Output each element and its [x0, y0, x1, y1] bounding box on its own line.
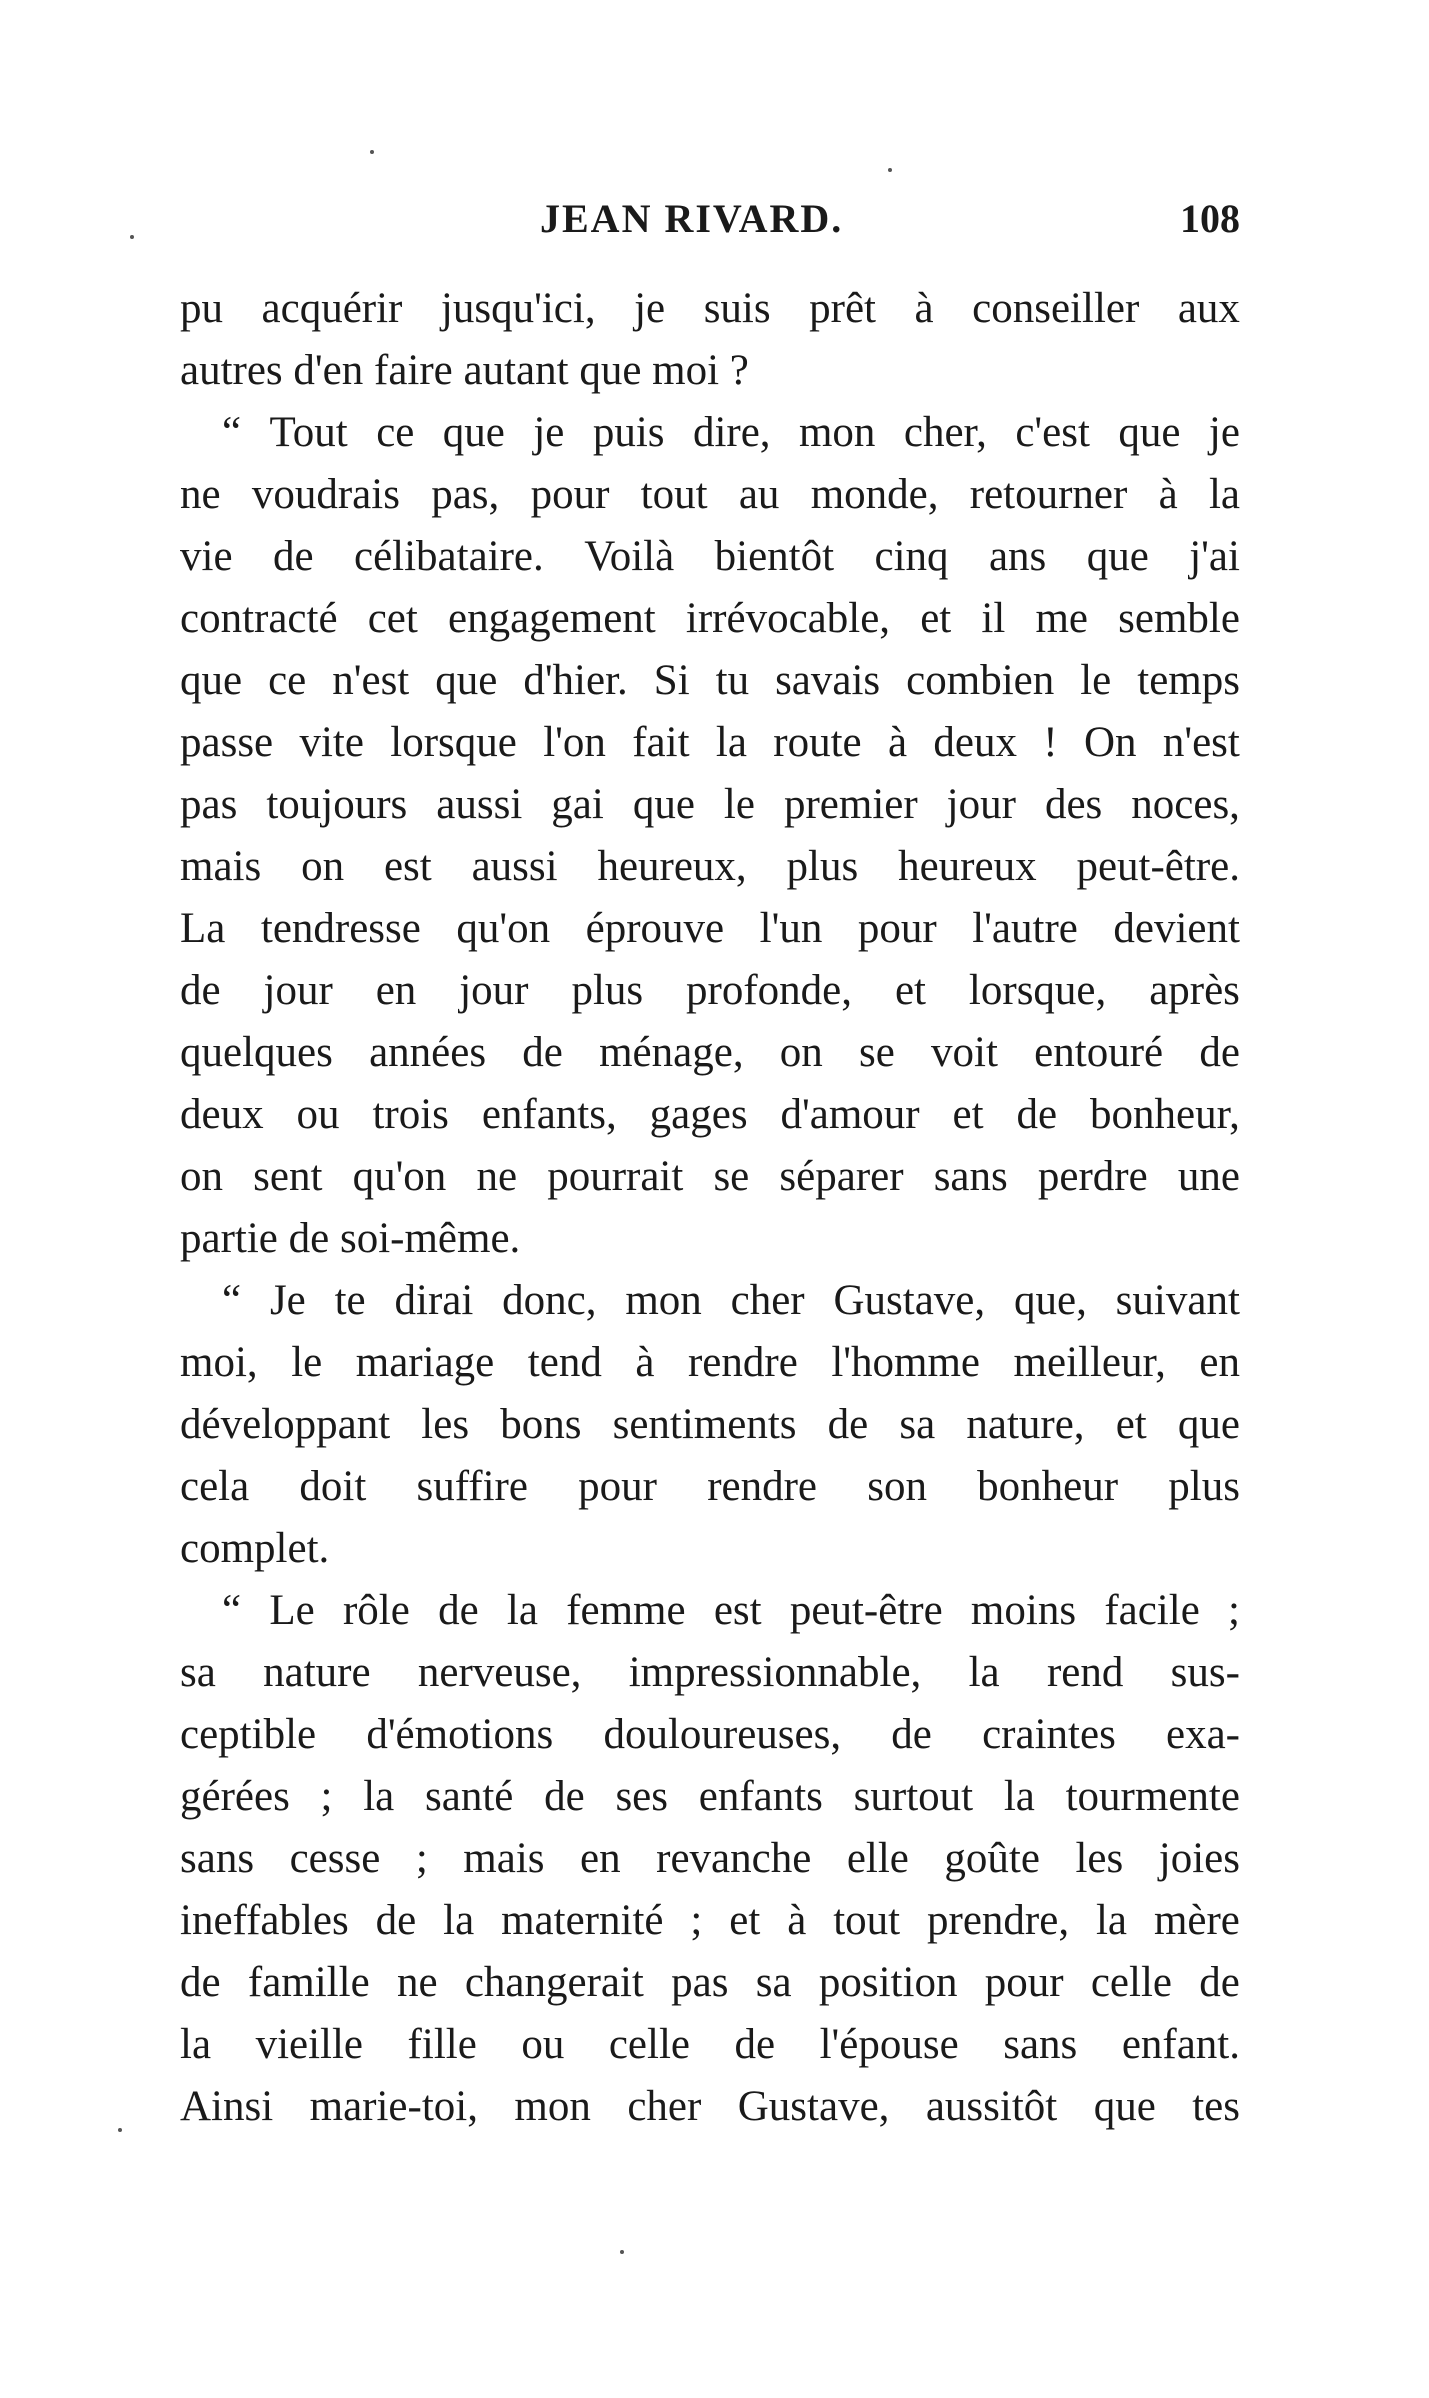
- word: Gustave,: [737, 2083, 890, 2130]
- word: j'ai: [1189, 533, 1240, 580]
- word: enfant.: [1121, 2021, 1240, 2068]
- word: voit: [931, 1029, 998, 1076]
- text-line: [180, 1828, 1240, 1890]
- word: Le: [269, 1587, 315, 1634]
- word: ne: [396, 1959, 438, 2006]
- word: “: [222, 1587, 242, 1634]
- word: de: [375, 1897, 417, 1944]
- scan-speck: [130, 235, 134, 239]
- page-header: [180, 195, 1240, 265]
- word: n'est: [332, 657, 410, 704]
- word: ne: [476, 1153, 518, 1200]
- word: famille: [247, 1959, 370, 2006]
- running-title: JEAN RIVARD.: [540, 196, 844, 241]
- word: que: [1086, 533, 1149, 580]
- word: monde,: [810, 471, 939, 518]
- word: enfants,: [481, 1091, 617, 1138]
- word: à: [635, 1339, 655, 1386]
- text-line: [180, 1890, 1240, 1952]
- scan-speck: [888, 168, 892, 172]
- word: prendre,: [927, 1897, 1070, 1944]
- word: tes: [1192, 2083, 1240, 2130]
- word: contracté: [180, 595, 338, 642]
- word: on: [180, 1153, 223, 1200]
- word: l'un: [759, 905, 823, 952]
- word: Tout: [269, 409, 348, 456]
- word: aussitôt: [925, 2083, 1058, 2130]
- word: mon: [625, 1277, 702, 1324]
- word: au: [738, 471, 780, 518]
- word: de: [1016, 1091, 1058, 1138]
- text-line: [180, 1952, 1240, 2014]
- word: conseiller: [972, 285, 1140, 332]
- word: changerait: [464, 1959, 644, 2006]
- word: à: [914, 285, 934, 332]
- page-number: 108: [1180, 196, 1240, 241]
- word: rendre: [687, 1339, 798, 1386]
- word: à: [787, 1897, 807, 1944]
- word: la: [363, 1773, 395, 1820]
- word: cela: [180, 1463, 250, 1510]
- word: bientôt: [714, 533, 835, 580]
- text-line: [180, 402, 1240, 464]
- word: prêt: [809, 285, 876, 332]
- word: bons: [500, 1401, 582, 1448]
- word: de: [734, 2021, 776, 2068]
- word: heureux,: [597, 843, 747, 890]
- word: je: [634, 285, 666, 332]
- word: sus-: [1170, 1649, 1240, 1696]
- word: dirai: [394, 1277, 474, 1324]
- word: pour: [984, 1959, 1064, 2006]
- word: goûte: [944, 1835, 1040, 1882]
- word: la: [443, 1897, 475, 1944]
- word: bonheur,: [1090, 1091, 1240, 1138]
- word: je: [1208, 409, 1240, 456]
- word: pas: [180, 781, 238, 828]
- word: pas: [671, 1959, 729, 2006]
- word: tourmente: [1065, 1773, 1240, 1820]
- word: de: [1199, 1959, 1240, 2006]
- word: l'autre: [972, 905, 1078, 952]
- text-line: [180, 1332, 1240, 1394]
- text-line: [180, 1270, 1240, 1332]
- word: la: [506, 1587, 538, 1634]
- word: sa: [755, 1959, 792, 2006]
- word: en: [580, 1835, 621, 1882]
- word: tout: [833, 1897, 901, 1944]
- word: voudrais: [251, 471, 400, 518]
- word: savais: [775, 657, 881, 704]
- word: qu'on: [456, 905, 551, 952]
- word: cet: [367, 595, 418, 642]
- word: ou: [296, 1091, 340, 1138]
- word: sans: [1003, 2021, 1078, 2068]
- word: nature,: [966, 1401, 1085, 1448]
- word: ans: [988, 533, 1047, 580]
- word: vie: [180, 533, 233, 580]
- word: jour: [263, 967, 333, 1014]
- word: aussi: [471, 843, 558, 890]
- word: suivant: [1115, 1277, 1240, 1324]
- word: rend: [1046, 1649, 1124, 1696]
- word: plus: [571, 967, 644, 1014]
- word: que: [632, 781, 695, 828]
- word: bonheur: [977, 1463, 1119, 1510]
- word: se: [713, 1153, 750, 1200]
- word: d'amour: [780, 1091, 920, 1138]
- word: ineffables: [180, 1897, 349, 1944]
- word: nerveuse,: [417, 1649, 582, 1696]
- word: cher,: [903, 409, 987, 456]
- word: que: [435, 657, 498, 704]
- word: cher: [730, 1277, 805, 1324]
- word: que: [1118, 409, 1181, 456]
- word: que: [1177, 1401, 1240, 1448]
- word: après: [1149, 967, 1240, 1014]
- text-line: partie de soi-même.: [180, 1215, 521, 1262]
- text-line: [180, 588, 1240, 650]
- word: que: [1093, 2083, 1156, 2130]
- word: ou: [521, 2021, 565, 2068]
- word: que: [180, 657, 243, 704]
- word: ménage,: [599, 1029, 744, 1076]
- word: l'on: [543, 719, 606, 766]
- word: maternité: [501, 1897, 664, 1944]
- word: combien: [906, 657, 1055, 704]
- text-line: [180, 1580, 1240, 1642]
- word: tend: [527, 1339, 602, 1386]
- word: de: [522, 1029, 563, 1076]
- word: profonde,: [686, 967, 853, 1014]
- word: suis: [703, 285, 771, 332]
- word: de: [180, 967, 221, 1014]
- body-text: [180, 278, 1240, 2138]
- word: fille: [407, 2021, 477, 2068]
- word: passe: [180, 719, 274, 766]
- word: mère: [1153, 1897, 1240, 1944]
- word: tu: [715, 657, 750, 704]
- word: sentiments: [612, 1401, 797, 1448]
- word: vieille: [255, 2021, 364, 2068]
- word: craintes: [982, 1711, 1116, 1758]
- word: n'est: [1162, 719, 1240, 766]
- word: sa: [180, 1649, 216, 1696]
- text-line: autres d'en faire autant que moi ?: [180, 347, 749, 394]
- word: Gustave,: [833, 1277, 986, 1324]
- word: perdre: [1037, 1153, 1148, 1200]
- word: il: [981, 595, 1006, 642]
- word: de: [272, 533, 314, 580]
- word: sa: [899, 1401, 936, 1448]
- word: Ainsi: [180, 2083, 274, 2130]
- scan-speck: [620, 2250, 624, 2254]
- word: elle: [846, 1835, 909, 1882]
- word: Si: [653, 657, 690, 704]
- word: position: [818, 1959, 958, 2006]
- text-line: [180, 2014, 1240, 2076]
- word: qu'on: [352, 1153, 447, 1200]
- text-line: complet.: [180, 1525, 330, 1572]
- word: peut-être.: [1076, 843, 1240, 890]
- text-line: [180, 526, 1240, 588]
- word: sans: [180, 1835, 255, 1882]
- word: vite: [299, 719, 364, 766]
- word: revanche: [656, 1835, 812, 1882]
- text-line: [180, 1766, 1240, 1828]
- word: on: [779, 1029, 823, 1076]
- word: premier: [783, 781, 918, 828]
- word: “: [222, 409, 242, 456]
- word: donc,: [502, 1277, 597, 1324]
- word: moi,: [180, 1339, 258, 1386]
- text-line: [180, 464, 1240, 526]
- word: mon: [798, 409, 876, 456]
- text-line: [180, 712, 1240, 774]
- word: et: [1115, 1401, 1147, 1448]
- word: de: [1199, 1029, 1240, 1076]
- word: des: [1044, 781, 1103, 828]
- word: noces,: [1131, 781, 1240, 828]
- word: les: [421, 1401, 470, 1448]
- word: se: [859, 1029, 895, 1076]
- word: femme: [566, 1587, 686, 1634]
- word: de: [438, 1587, 479, 1634]
- word: peut-être: [789, 1587, 943, 1634]
- word: pourrait: [547, 1153, 684, 1200]
- text-line: [180, 1022, 1240, 1084]
- word: la: [1208, 471, 1240, 518]
- text-line: [180, 650, 1240, 712]
- word: de: [827, 1401, 869, 1448]
- word: ;: [415, 1835, 428, 1882]
- word: c'est: [1015, 409, 1090, 456]
- word: les: [1075, 1835, 1124, 1882]
- word: séparer: [779, 1153, 904, 1200]
- word: Je: [269, 1277, 306, 1324]
- word: éprouve: [585, 905, 725, 952]
- word: nature: [263, 1649, 371, 1696]
- text-line: [180, 898, 1240, 960]
- word: ;: [690, 1897, 703, 1944]
- word: pas,: [431, 471, 500, 518]
- word: mariage: [355, 1339, 495, 1386]
- word: son: [867, 1463, 927, 1510]
- word: cher: [627, 2083, 702, 2130]
- word: que,: [1013, 1277, 1087, 1324]
- word: tendresse: [260, 905, 421, 952]
- word: semble: [1118, 595, 1240, 642]
- word: lorsque,: [968, 967, 1107, 1014]
- word: en: [1199, 1339, 1240, 1386]
- word: quelques: [180, 1029, 333, 1076]
- word: l'homme: [831, 1339, 981, 1386]
- word: moins: [970, 1587, 1077, 1634]
- word: une: [1177, 1153, 1240, 1200]
- word: temps: [1137, 657, 1240, 704]
- word: santé: [425, 1773, 514, 1820]
- word: à: [887, 719, 908, 766]
- word: ce: [376, 409, 415, 456]
- word: Voilà: [584, 533, 675, 580]
- word: le: [291, 1339, 323, 1386]
- word: heureux: [898, 843, 1037, 890]
- word: ce: [268, 657, 307, 704]
- word: !: [1043, 719, 1058, 766]
- word: rôle: [342, 1587, 410, 1634]
- word: la: [1003, 1773, 1035, 1820]
- word: puis: [592, 409, 665, 456]
- word: trois: [372, 1091, 449, 1138]
- word: sans: [933, 1153, 1008, 1200]
- word: le: [723, 781, 755, 828]
- word: mon: [514, 2083, 591, 2130]
- word: ne: [180, 471, 221, 518]
- word: pu: [180, 285, 223, 332]
- word: gages: [649, 1091, 748, 1138]
- word: gai: [551, 781, 604, 828]
- word: “: [222, 1277, 242, 1324]
- word: la: [715, 719, 747, 766]
- word: facile: [1104, 1587, 1200, 1634]
- word: douloureuses,: [603, 1711, 842, 1758]
- word: en: [375, 967, 417, 1014]
- word: que: [442, 409, 505, 456]
- word: cinq: [874, 533, 949, 580]
- word: acquérir: [261, 285, 403, 332]
- word: et: [952, 1091, 984, 1138]
- word: me: [1035, 595, 1088, 642]
- word: engagement: [448, 595, 656, 642]
- word: impressionnable,: [628, 1649, 922, 1696]
- word: d'émotions: [366, 1711, 554, 1758]
- word: jour: [946, 781, 1016, 828]
- word: entouré: [1034, 1029, 1164, 1076]
- word: enfants: [698, 1773, 823, 1820]
- word: jour: [459, 967, 529, 1014]
- word: plus: [1168, 1463, 1240, 1510]
- word: et: [729, 1897, 761, 1944]
- word: aussi: [436, 781, 523, 828]
- word: aux: [1177, 285, 1240, 332]
- word: la: [968, 1649, 1000, 1696]
- word: ;: [320, 1773, 333, 1820]
- word: de: [891, 1711, 932, 1758]
- word: années: [369, 1029, 487, 1076]
- text-line: [180, 1084, 1240, 1146]
- word: doit: [299, 1463, 367, 1510]
- text-line: [180, 1704, 1240, 1766]
- word: la: [180, 2021, 212, 2068]
- word: celle: [1090, 1959, 1172, 2006]
- word: suffire: [416, 1463, 528, 1510]
- text-line: [180, 836, 1240, 898]
- word: de: [544, 1773, 585, 1820]
- word: sent: [253, 1153, 323, 1200]
- text-line: [180, 960, 1240, 1022]
- word: d'hier.: [523, 657, 628, 704]
- word: lorsque: [390, 719, 517, 766]
- word: pour: [857, 905, 937, 952]
- word: rendre: [707, 1463, 818, 1510]
- text-line: [180, 1394, 1240, 1456]
- word: et: [920, 595, 952, 642]
- word: on: [301, 843, 345, 890]
- word: ceptible: [180, 1711, 317, 1758]
- word: ses: [615, 1773, 668, 1820]
- word: je: [533, 409, 565, 456]
- word: la: [1095, 1897, 1128, 1944]
- word: ;: [1228, 1587, 1240, 1634]
- word: pour: [530, 471, 610, 518]
- word: surtout: [853, 1773, 974, 1820]
- word: route: [773, 719, 862, 766]
- word: et: [894, 967, 926, 1014]
- word: devient: [1113, 905, 1240, 952]
- word: pour: [578, 1463, 657, 1510]
- word: fait: [632, 719, 690, 766]
- scan-speck: [370, 150, 374, 154]
- text-line: [180, 1642, 1240, 1704]
- text-line: [180, 278, 1240, 340]
- word: développant: [180, 1401, 391, 1448]
- word: tout: [640, 471, 708, 518]
- word: irrévocable,: [685, 595, 891, 642]
- scan-speck: [118, 2128, 122, 2132]
- word: celle: [608, 2021, 690, 2068]
- word: est: [383, 843, 432, 890]
- word: le: [1080, 657, 1112, 704]
- word: est: [713, 1587, 762, 1634]
- word: retourner: [969, 471, 1128, 518]
- word: de: [180, 1959, 221, 2006]
- word: marie-toi,: [309, 2083, 478, 2130]
- word: jusqu'ici,: [440, 285, 596, 332]
- word: deux: [180, 1091, 264, 1138]
- text-line: [180, 1146, 1240, 1208]
- word: gérées: [180, 1773, 290, 1820]
- word: te: [334, 1277, 366, 1324]
- word: mais: [180, 843, 262, 890]
- word: mais: [463, 1835, 545, 1882]
- text-line: [180, 1456, 1240, 1518]
- word: cesse: [289, 1835, 381, 1882]
- word: exa-: [1166, 1711, 1240, 1758]
- word: joies: [1158, 1835, 1240, 1882]
- word: La: [180, 905, 226, 952]
- text-line: [180, 2076, 1240, 2138]
- word: l'épouse: [819, 2021, 959, 2068]
- word: On: [1083, 719, 1137, 766]
- word: meilleur,: [1013, 1339, 1166, 1386]
- text-line: [180, 774, 1240, 836]
- word: célibataire.: [353, 533, 544, 580]
- word: plus: [786, 843, 859, 890]
- word: à: [1158, 471, 1178, 518]
- word: deux: [933, 719, 1017, 766]
- word: toujours: [266, 781, 408, 828]
- word: dire,: [692, 409, 771, 456]
